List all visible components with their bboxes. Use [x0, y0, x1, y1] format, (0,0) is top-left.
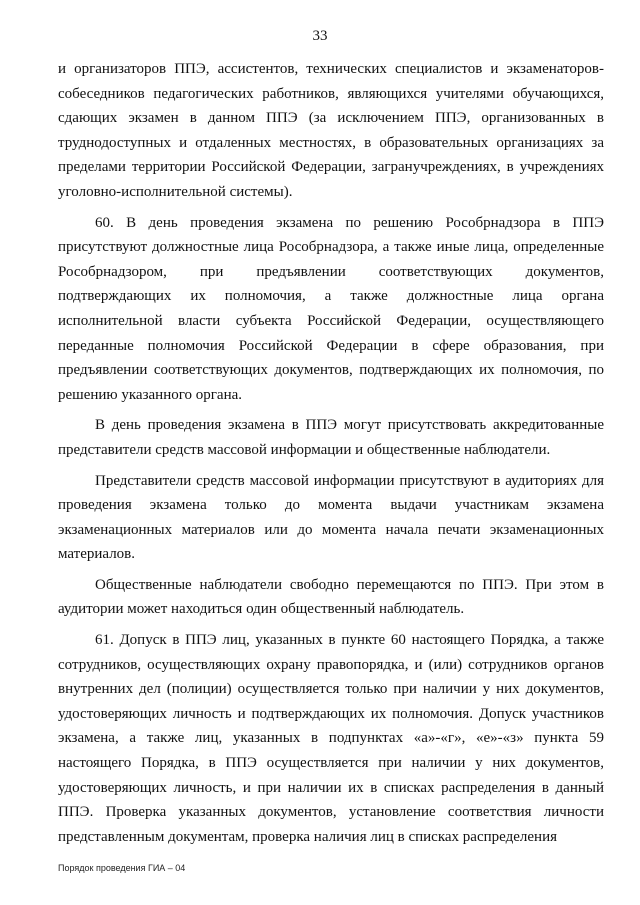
- page-footer: Порядок проведения ГИА – 04: [58, 863, 186, 873]
- paragraph-media-presence: Представители средств массовой информации присутствуют в аудиториях для проведения экзамена только до момента выдачи участникам экзамена экзаменационных материалов или до момента начала печати экзаменационных материалов.: [58, 472, 604, 563]
- paragraph-item-61: 61. Допуск в ППЭ лиц, указанных в пункте 60 настоящего Порядка, а также сотрудников, осуществляющих охрану правопорядка, и (или) сотрудников органов внутренних дел (полиции) осуществляется только при наличии у них документов, удостоверяющих личность и подтверждающих их полномочия. Допуск участников экзамена, а также лиц, указанных в подпунктах «а»-«г», «е»-«з» пункта 59 настоящего Порядка, в ППЭ осуществляется при наличии у них документов, удостоверяющих личность, и при наличии их в списках распределения в данный ППЭ. Проверка указанных документов, установление соответствия личности представленным документам, проверка наличия лиц в списках распределения: [58, 632, 604, 845]
- paragraph-item-60: 60. В день проведения экзамена по решению Рособрнадзора в ППЭ присутствуют должностные лица Рособрнадзора, а также иные лица, определенные Рособрнадзором, при предъявлении соответствующих документов, подтверждающих их полномочия, а также должностные лица органа исполнительной власти субъекта Российской Федерации, осуществляющего переданные полномочия Российской Федерации в сфере образования, при предъявлении соответствующих документов, подтверждающих их полномочия, по решению указанного органа.: [58, 214, 604, 403]
- document-body: [58, 57, 604, 855]
- paragraph-public-observers: Общественные наблюдатели свободно перемещаются по ППЭ. При этом в аудитории может находиться один общественный наблюдатель.: [58, 576, 604, 618]
- page-number: 33: [312, 28, 328, 44]
- paragraph-media-observers: В день проведения экзамена в ППЭ могут присутствовать аккредитованные представители средств массовой информации и общественные наблюдатели.: [58, 417, 604, 458]
- paragraph-continuation: и организаторов ППЭ, ассистентов, технических специалистов и экзаменаторов-собеседников педагогических работников, являющихся учителями обучающихся, сдающих экзамен в данном ППЭ (за исключением ППЭ, организованных в труднодоступных и отдаленных местностях, в образовательных организациях за пределами территории Российской Федерации, загранучреждениях, в учреждениях уголовно-исполнительной системы).: [58, 61, 604, 200]
